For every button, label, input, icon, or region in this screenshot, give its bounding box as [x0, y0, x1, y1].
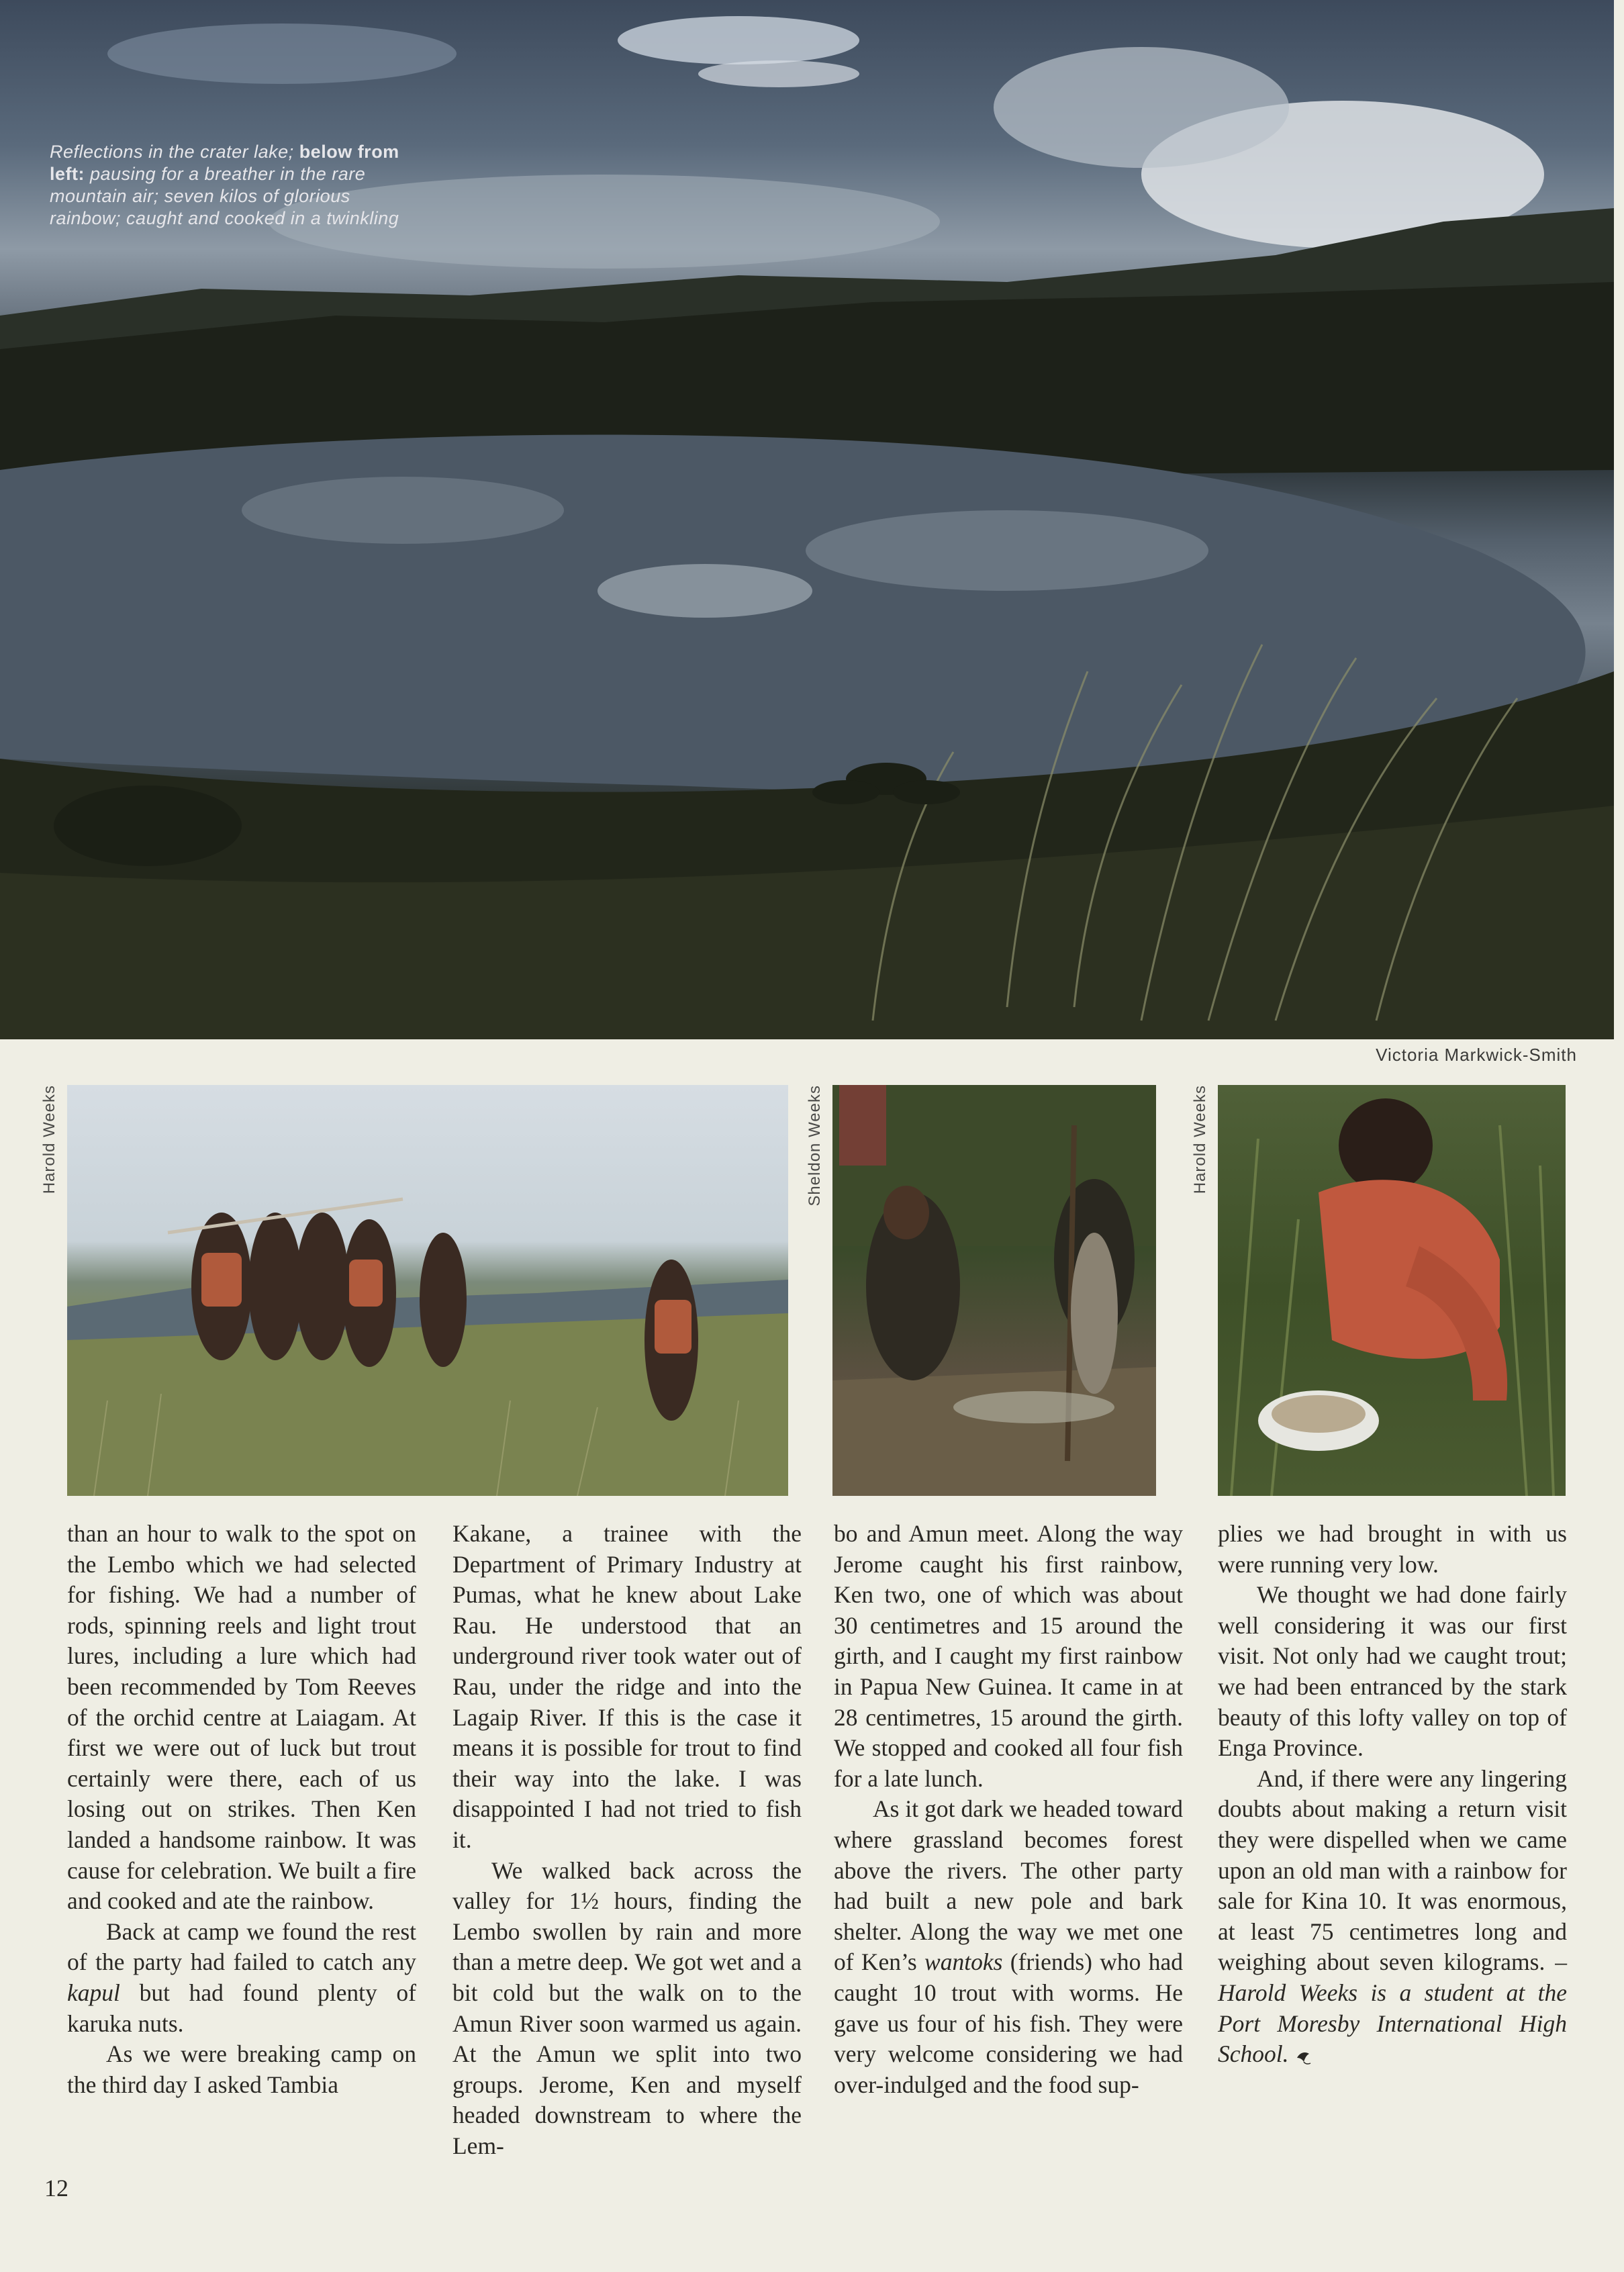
cooking-illustration	[1218, 1085, 1566, 1496]
hero-photo-credit: Victoria Markwick-Smith	[1376, 1045, 1577, 1065]
photo-credit-1: Harold Weeks	[40, 1085, 58, 1194]
page-number: 12	[44, 2175, 68, 2202]
hero-caption	[50, 141, 426, 230]
caption-line1: Reflections in the crater lake;	[50, 142, 294, 162]
photo-credit-2: Sheldon Weeks	[806, 1085, 824, 1206]
caption-rest: pausing for a breather in the rare mountain air; seven kilos of glorious rainbow; caught and cooked in a twinkling	[50, 164, 399, 228]
paragraph: As we were breaking camp on the third day I asked Tambia	[67, 2040, 416, 2098]
paragraph: As it got dark we headed toward where grassland becomes forest above the rivers. The other party had built a new pole and bark shelter. Along the way we met one of Ken’s wantoks (friends) who had caught 10 trout with worms. He gave us four of his fish. They were very welcome considering we had over-indulged and the food sup-	[834, 1795, 1184, 2098]
paragraph: Kakane, a trainee with the Department of Primary Industry at Pumas, what he knew about Lake Rau. He understood that an underground river took water out of Rau, under the ridge and into the Lagaip River. If this is the case it means it is possible for trout to find their way into the lake. I was disappointed I had not tried to fish it.	[452, 1520, 802, 1853]
text-column-3	[834, 1519, 1183, 2100]
fish-catch-illustration	[832, 1085, 1156, 1496]
text-column-2	[452, 1519, 802, 2161]
hikers-illustration	[67, 1085, 788, 1496]
text-column-1	[67, 1519, 416, 2100]
paragraph: And, if there were any lingering doubts about making a return visit they were dispelled when we came upon an old man with a rainbow for sale for Kina 10. It was enormous, at least 75 centimetres long and weighing about seven kilograms. – Harold Weeks is a student at the Port Moresby International High School.	[1218, 1764, 1567, 2068]
photo-fish-catch	[832, 1085, 1156, 1496]
paragraph: We walked back across the valley for 1½ hours, finding the Lembo swollen by rain and more than a metre deep. We got wet and a bit cold but the walk on to the Amun River soon warmed us again. At the Amun we split into two groups. Jerome, Ken and myself headed downstream to where the Lem-	[452, 1856, 802, 2159]
paragraph: bo and Amun meet. Along the way Jerome caught his first rainbow, Ken two, one of which was about 30 centimetres and 15 around the girth, and I caught my first rainbow in Papua New Guinea. It came in at 28 centimetres, 15 around the girth. We stopped and cooked all four fish for a late lunch.	[834, 1520, 1183, 1792]
paragraph: plies we had brought in with us were running very low.	[1218, 1520, 1567, 1578]
paragraph: than an hour to walk to the spot on the Lembo which we had selected for fishing. We had a number of rods, spinning reels and light trout lures, including a lure which had been recommended by Tom Reeves of the orchid centre at Laiagam. At first we were out of luck but trout certainly were there, each of us losing out on strikes. Then Ken landed a handsome rainbow. It was cause for celebration. We built a fire and cooked and ate the rainbow.	[67, 1520, 416, 1915]
text-column-4	[1218, 1519, 1567, 2070]
photo-hikers	[67, 1085, 788, 1496]
bird-of-paradise-end-icon	[1294, 2047, 1313, 2066]
hero-photo	[0, 0, 1614, 1039]
author-note: Harold Weeks is a student at the Port Moresby International High School.	[1218, 1979, 1567, 2068]
paragraph: We thought we had done fairly well considering it was our first visit. Not only had we caught trout; we had been entranced by the stark beauty of this lofty valley on top of Enga Province.	[1218, 1581, 1567, 1762]
photo-cooking	[1218, 1085, 1566, 1496]
caption-bold: below from left:	[50, 142, 399, 184]
paragraph: Back at camp we found the rest of the party had failed to catch any kapul but had found plenty of karuka nuts.	[67, 1918, 417, 2037]
photo-credit-3: Harold Weeks	[1191, 1085, 1209, 1194]
